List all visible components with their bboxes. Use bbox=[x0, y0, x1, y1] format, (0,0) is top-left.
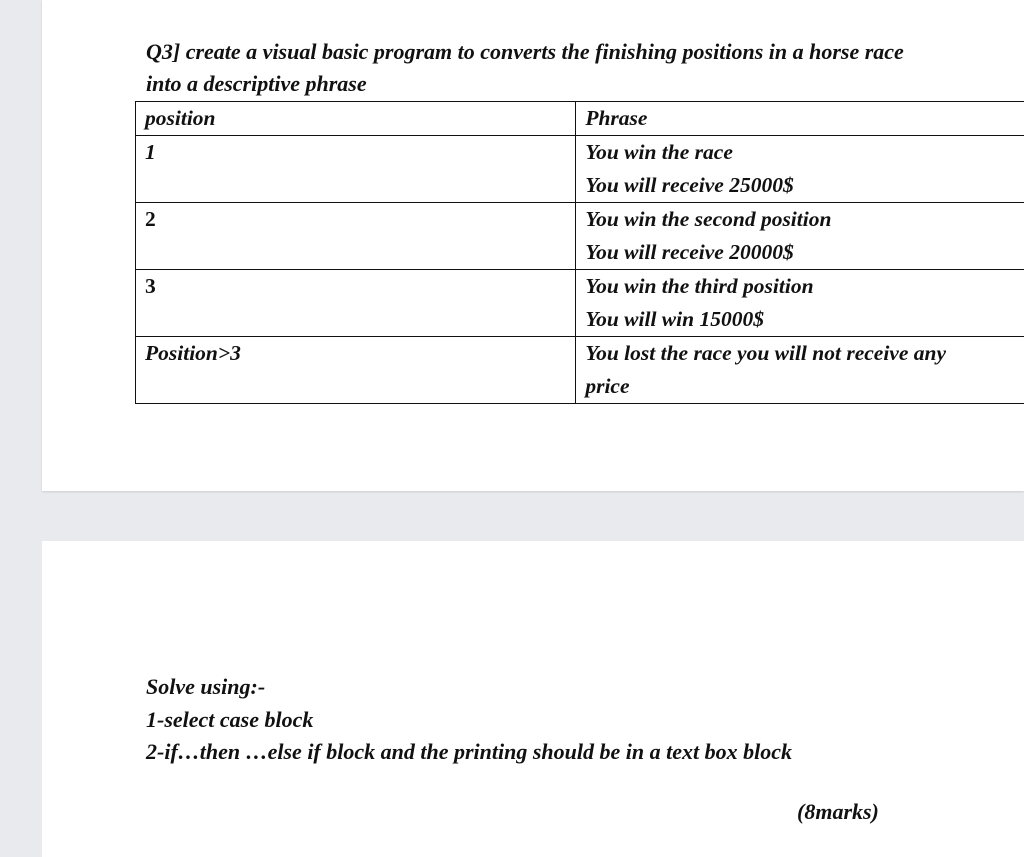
table-row bbox=[136, 136, 1024, 203]
position-cell: 2 bbox=[136, 203, 576, 270]
question-text bbox=[146, 36, 1024, 100]
table-row bbox=[136, 270, 1024, 337]
position-phrase-table bbox=[135, 101, 1024, 404]
phrase-line: You win the race bbox=[585, 140, 733, 164]
table-row bbox=[136, 203, 1024, 270]
instructions-heading: Solve using:- bbox=[146, 674, 266, 699]
phrase-line: You lost the race you will not receive any bbox=[585, 341, 947, 365]
table-row bbox=[136, 337, 1024, 404]
question-line-1: Q3] create a visual basic program to converts the finishing positions in a horse race bbox=[146, 39, 904, 64]
header-phrase: Phrase bbox=[576, 102, 1024, 136]
phrase-line: You win the second position bbox=[585, 207, 832, 231]
instructions-block bbox=[146, 671, 792, 769]
phrase-line: You will win 15000$ bbox=[585, 307, 764, 331]
phrase-cell bbox=[576, 270, 1024, 337]
phrase-line: price bbox=[585, 374, 630, 398]
position-cell: Position>3 bbox=[136, 337, 576, 404]
phrase-line: You win the third position bbox=[585, 274, 814, 298]
instruction-item: 1-select case block bbox=[146, 706, 314, 732]
marks-label: (8marks) bbox=[797, 799, 879, 824]
question-line-2: into a descriptive phrase bbox=[146, 71, 367, 96]
position-cell: 3 bbox=[136, 270, 576, 337]
phrase-cell bbox=[576, 136, 1024, 203]
position-cell: 1 bbox=[136, 136, 576, 203]
document-page-2 bbox=[42, 541, 1024, 857]
instruction-item: 2-if…then …else if block and the printing should be in a text box block bbox=[146, 739, 792, 764]
document-page-1 bbox=[42, 0, 1024, 491]
viewer-left-margin bbox=[0, 0, 42, 857]
phrase-cell bbox=[576, 337, 1024, 404]
header-position: position bbox=[136, 102, 576, 136]
phrase-line: You will receive 25000$ bbox=[585, 173, 794, 197]
table-header-row bbox=[136, 102, 1024, 136]
phrase-line: You will receive 20000$ bbox=[585, 240, 794, 264]
phrase-cell bbox=[576, 203, 1024, 270]
